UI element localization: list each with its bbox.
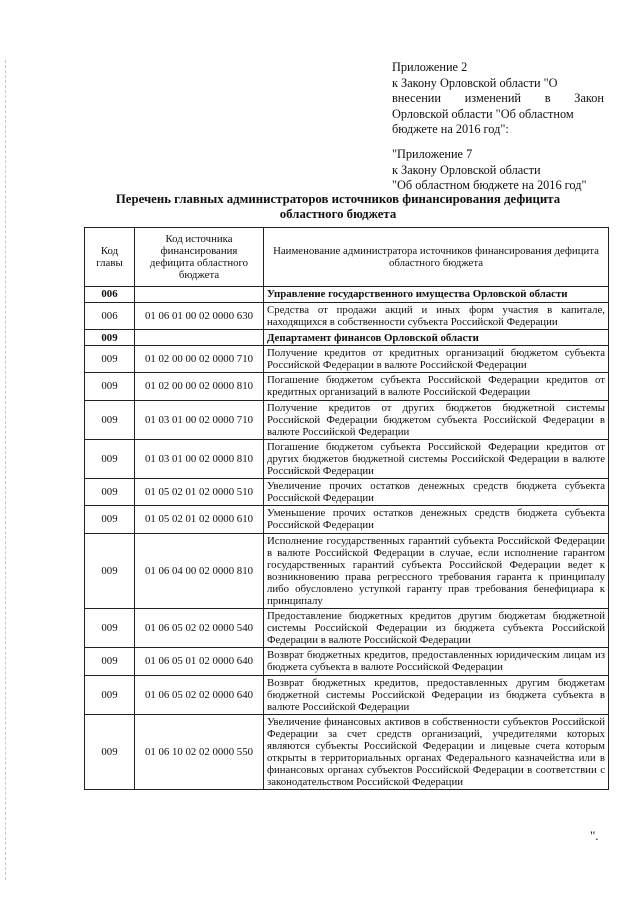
table-header-row	[85, 228, 609, 287]
title-line: Перечень главных администраторов источников финансирования дефицита	[115, 192, 561, 206]
cell-name: Увеличение финансовых активов в собственности субъектов Российской Федерации за счет средств организаций, учредителями которых являются субъекты Российской Федерации и лицевые счета которым открыты в территориальных органах Федерального казначейства или в финансовых органах субъектов Российской Федерации в соответствии с законодательством Российской Федерации	[264, 714, 609, 790]
administrators-table	[84, 227, 609, 790]
appendix-line: к Закону Орловской области	[392, 162, 541, 177]
cell-code: 009	[85, 506, 135, 533]
cell-name: Получение кредитов от кредитных организаций бюджетом субъекта Российской Федерации в валюте Российской Федерации	[264, 346, 609, 373]
cell-name: Возврат бюджетных кредитов, предоставленных другим бюджетам бюджетной системы Российской Федерации из бюджета субъекта в валюте Российской Федерации	[264, 675, 609, 714]
cell-source: 01 06 01 00 02 0000 630	[135, 303, 264, 330]
scan-edge-line	[5, 60, 6, 880]
table-row	[85, 533, 609, 609]
cell-name: Возврат бюджетных кредитов, предоставленных юридическим лицам из бюджета субъекта в валюте Российской Федерации	[264, 648, 609, 675]
cell-source: 01 06 05 02 02 0000 540	[135, 609, 264, 648]
table-row	[85, 506, 609, 533]
cell-code: 009	[85, 609, 135, 648]
table-row-department	[85, 330, 609, 346]
appendix-line: внесении изменений в Закон	[392, 91, 604, 106]
title-line: областного бюджета	[279, 207, 397, 221]
cell-name: Погашение бюджетом субъекта Российской Федерации кредитов от других бюджетов бюджетной системы Российской Федерации в валюте Российской Федерации	[264, 439, 609, 478]
cell-source	[135, 330, 264, 346]
header-code: Код главы	[85, 228, 135, 287]
cell-name: Управление государственного имущества Орловской области	[264, 287, 609, 303]
table-row	[85, 609, 609, 648]
document-title	[88, 192, 588, 222]
cell-name: Департамент финансов Орловской области	[264, 330, 609, 346]
table-row	[85, 714, 609, 790]
cell-code: 009	[85, 373, 135, 400]
table-row	[85, 303, 609, 330]
cell-source: 01 03 01 00 02 0000 810	[135, 439, 264, 478]
appendix-line: бюджете на 2016 год":	[392, 122, 509, 137]
cell-source	[135, 287, 264, 303]
appendix-line: Приложение 2	[392, 60, 468, 74]
appendix-line: "Приложение 7	[392, 146, 473, 161]
cell-source: 01 03 01 00 02 0000 710	[135, 400, 264, 439]
cell-name: Средства от продажи акций и иных форм участия в капитале, находящихся в собственности субъекта Российской Федерации	[264, 303, 609, 330]
cell-code: 006	[85, 287, 135, 303]
cell-source: 01 06 05 01 02 0000 640	[135, 648, 264, 675]
cell-code: 009	[85, 533, 135, 609]
appendix-note	[392, 60, 604, 194]
cell-name: Погашение бюджетом субъекта Российской Федерации кредитов от кредитных организаций в валюте Российской Федерации	[264, 373, 609, 400]
cell-source: 01 05 02 01 02 0000 510	[135, 479, 264, 506]
cell-code: 009	[85, 675, 135, 714]
cell-name: Исполнение государственных гарантий субъекта Российской Федерации в валюте Российской Федерации в случае, если исполнение гарантом государственных гарантий субъекта Российской Федерации ведет к возникновению права регрессного требования гаранта к принципалу либо обусловлено уступкой гаранту прав требования бенефициара к принципалу	[264, 533, 609, 609]
cell-name: Предоставление бюджетных кредитов другим бюджетам бюджетной системы Российской Федерации из бюджета субъекта Российской Федерации в валюте Российской Федерации	[264, 609, 609, 648]
cell-source: 01 05 02 01 02 0000 610	[135, 506, 264, 533]
cell-source: 01 02 00 00 02 0000 810	[135, 373, 264, 400]
cell-source: 01 06 05 02 02 0000 640	[135, 675, 264, 714]
table-row	[85, 373, 609, 400]
cell-name: Увеличение прочих остатков денежных средств бюджета субъекта Российской Федерации	[264, 479, 609, 506]
cell-name: Уменьшение прочих остатков денежных средств бюджета субъекта Российской Федерации	[264, 506, 609, 533]
table-row	[85, 648, 609, 675]
closing-quote: ".	[590, 828, 599, 843]
cell-code: 006	[85, 303, 135, 330]
table-row	[85, 479, 609, 506]
table-row-department	[85, 287, 609, 303]
cell-code: 009	[85, 400, 135, 439]
header-name: Наименование администратора источников финансирования дефицита областного бюджета	[264, 228, 609, 287]
cell-code: 009	[85, 346, 135, 373]
cell-code: 009	[85, 439, 135, 478]
cell-source: 01 06 10 02 02 0000 550	[135, 714, 264, 790]
table-row	[85, 675, 609, 714]
cell-name: Получение кредитов от других бюджетов бюджетной системы Российской Федерации бюджетом субъекта Российской Федерации в валюте Российской Федерации	[264, 400, 609, 439]
cell-code: 009	[85, 648, 135, 675]
cell-code: 009	[85, 479, 135, 506]
header-source: Код источника финансирования дефицита областного бюджета	[135, 228, 264, 287]
cell-source: 01 02 00 00 02 0000 710	[135, 346, 264, 373]
cell-code: 009	[85, 330, 135, 346]
appendix-line: Орловской области "Об областном	[392, 106, 574, 121]
appendix-line: к Закону Орловской области "О	[392, 75, 558, 90]
table-row	[85, 439, 609, 478]
table-row	[85, 400, 609, 439]
cell-code: 009	[85, 714, 135, 790]
table-row	[85, 346, 609, 373]
appendix-line: "Об областном бюджете на 2016 год"	[392, 178, 587, 193]
cell-source: 01 06 04 00 02 0000 810	[135, 533, 264, 609]
